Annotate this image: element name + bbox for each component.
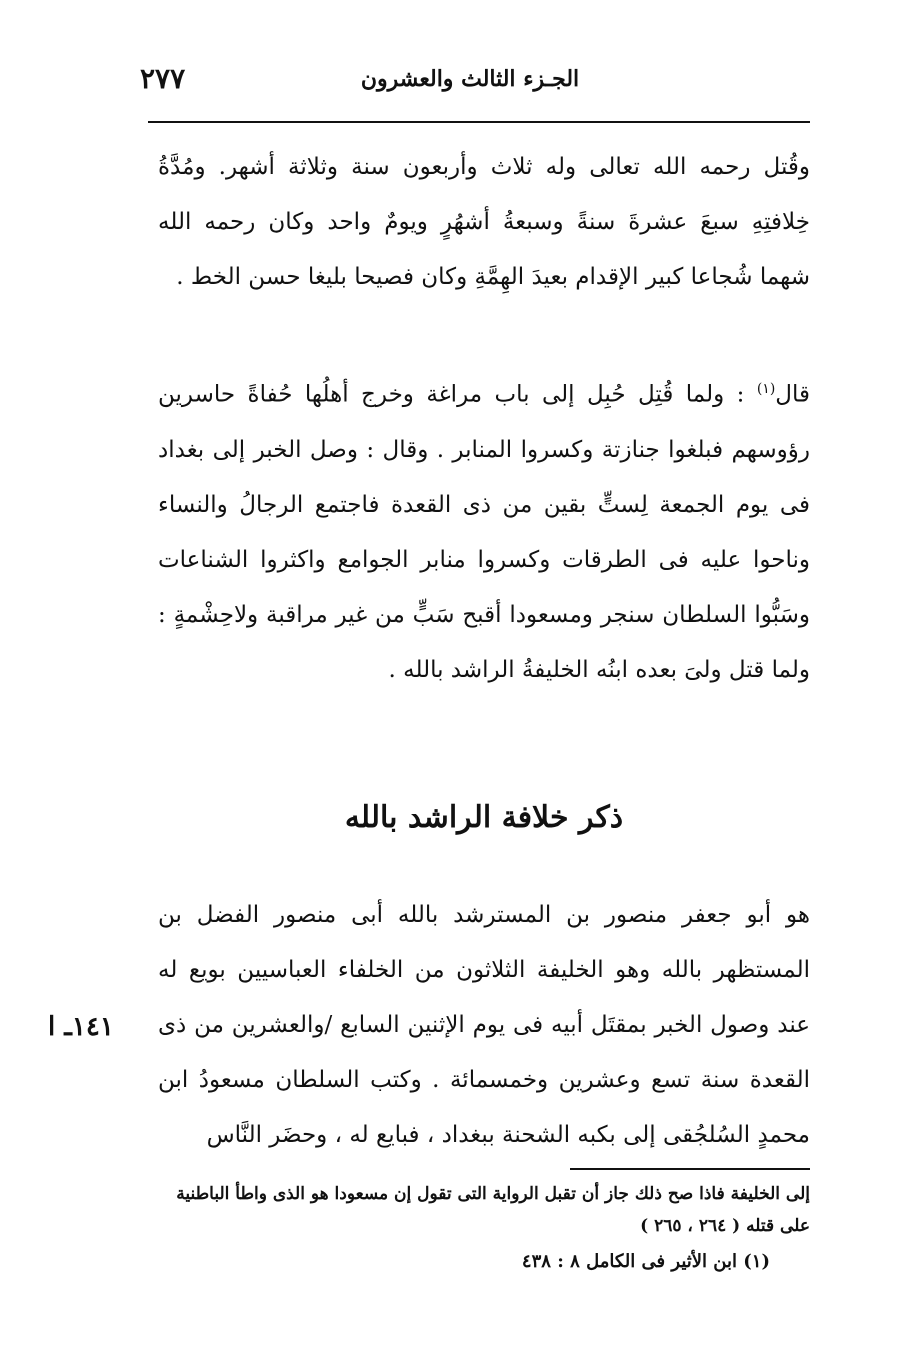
- paragraph-3: هو أبو جعفر منصور بن المسترشد بالله أبى منصور الفضل بن المستظهر بالله وهو الخليفة الثلاثون من الخلفاء العباسيين بويع له عند وصول الخبر بمقتَل أبيه فى يوم الإثنين السابع /والعشرين من ذى القعدة سنة تسع وعشرين وخمسمائة . وكتب السلطان مسعودُ ابن محمدٍ السُلجُقى إلى بكبه الشحنة ببغداد ، فبايع له ، وحضَر النَّاس: [158, 902, 810, 1148]
- paragraph-2-lead: قال: [775, 381, 810, 408]
- paragraph-2: [158, 362, 810, 698]
- paragraph-1: وقُتل رحمه الله تعالى وله ثلاث وأربعون سنة وثلاثة أشهر. ومُدَّةُ خِلافتِهِ سبعَ عشرةَ سنةً وسبعةُ أشهُرٍ ويومٌ واحد وكان رحمه الله شهما شُجاعا كبير الإقدام بعيدَ الهِمَّةِ وكان فصيحا بليغا حسن الخط .: [158, 154, 810, 290]
- header-rule: [148, 121, 810, 123]
- footnote-marker: (١): [756, 381, 776, 397]
- section-title: ذكر خلافة الراشد بالله: [344, 800, 624, 835]
- page-number: ٢٧٧: [140, 62, 186, 95]
- paragraph-2-text: : ولما قُتِل حُبِل إلى باب مراغة وخرج أهلُها حُفاةً حاسرين رؤوسهم فبلغوا جنازتة وكسروا المنابر . وقال : وصل الخبر إلى بغداد فى يوم الجمعة لِستٍّ بقين من ذى القعدة فاجتمع الرجالُ والنساء وناحوا عليه فى الطرقات وكسروا منابر الجوامع واكثروا الشناعات وسَبُّوا السلطان سنجر ومسعودا أقبح سَبٍّ من غير مراقبة ولاحِشْمةٍ : ولما قتل ولىَ بعده ابنُه الخليفةُ الراشد بالله .: [158, 381, 810, 683]
- footnote-rule: [570, 1168, 810, 1170]
- footnotes: [158, 1178, 810, 1278]
- footnote-1: (١) ابن الأثير فى الكامل ٨ : ٤٣٨: [521, 1251, 770, 1272]
- footnote-continuation: إلى الخليفة فاذا صح ذلك جاز أن تقبل الرواية التى تقول إن مسعودا هو الذى واطأ الباطنية على قتله ( ٢٦٤ ، ٢٦٥ ): [176, 1184, 810, 1236]
- running-title: الجـزء الثالث والعشرون: [360, 66, 580, 92]
- margin-folio-note: ١٤١ـ ا: [48, 1012, 114, 1042]
